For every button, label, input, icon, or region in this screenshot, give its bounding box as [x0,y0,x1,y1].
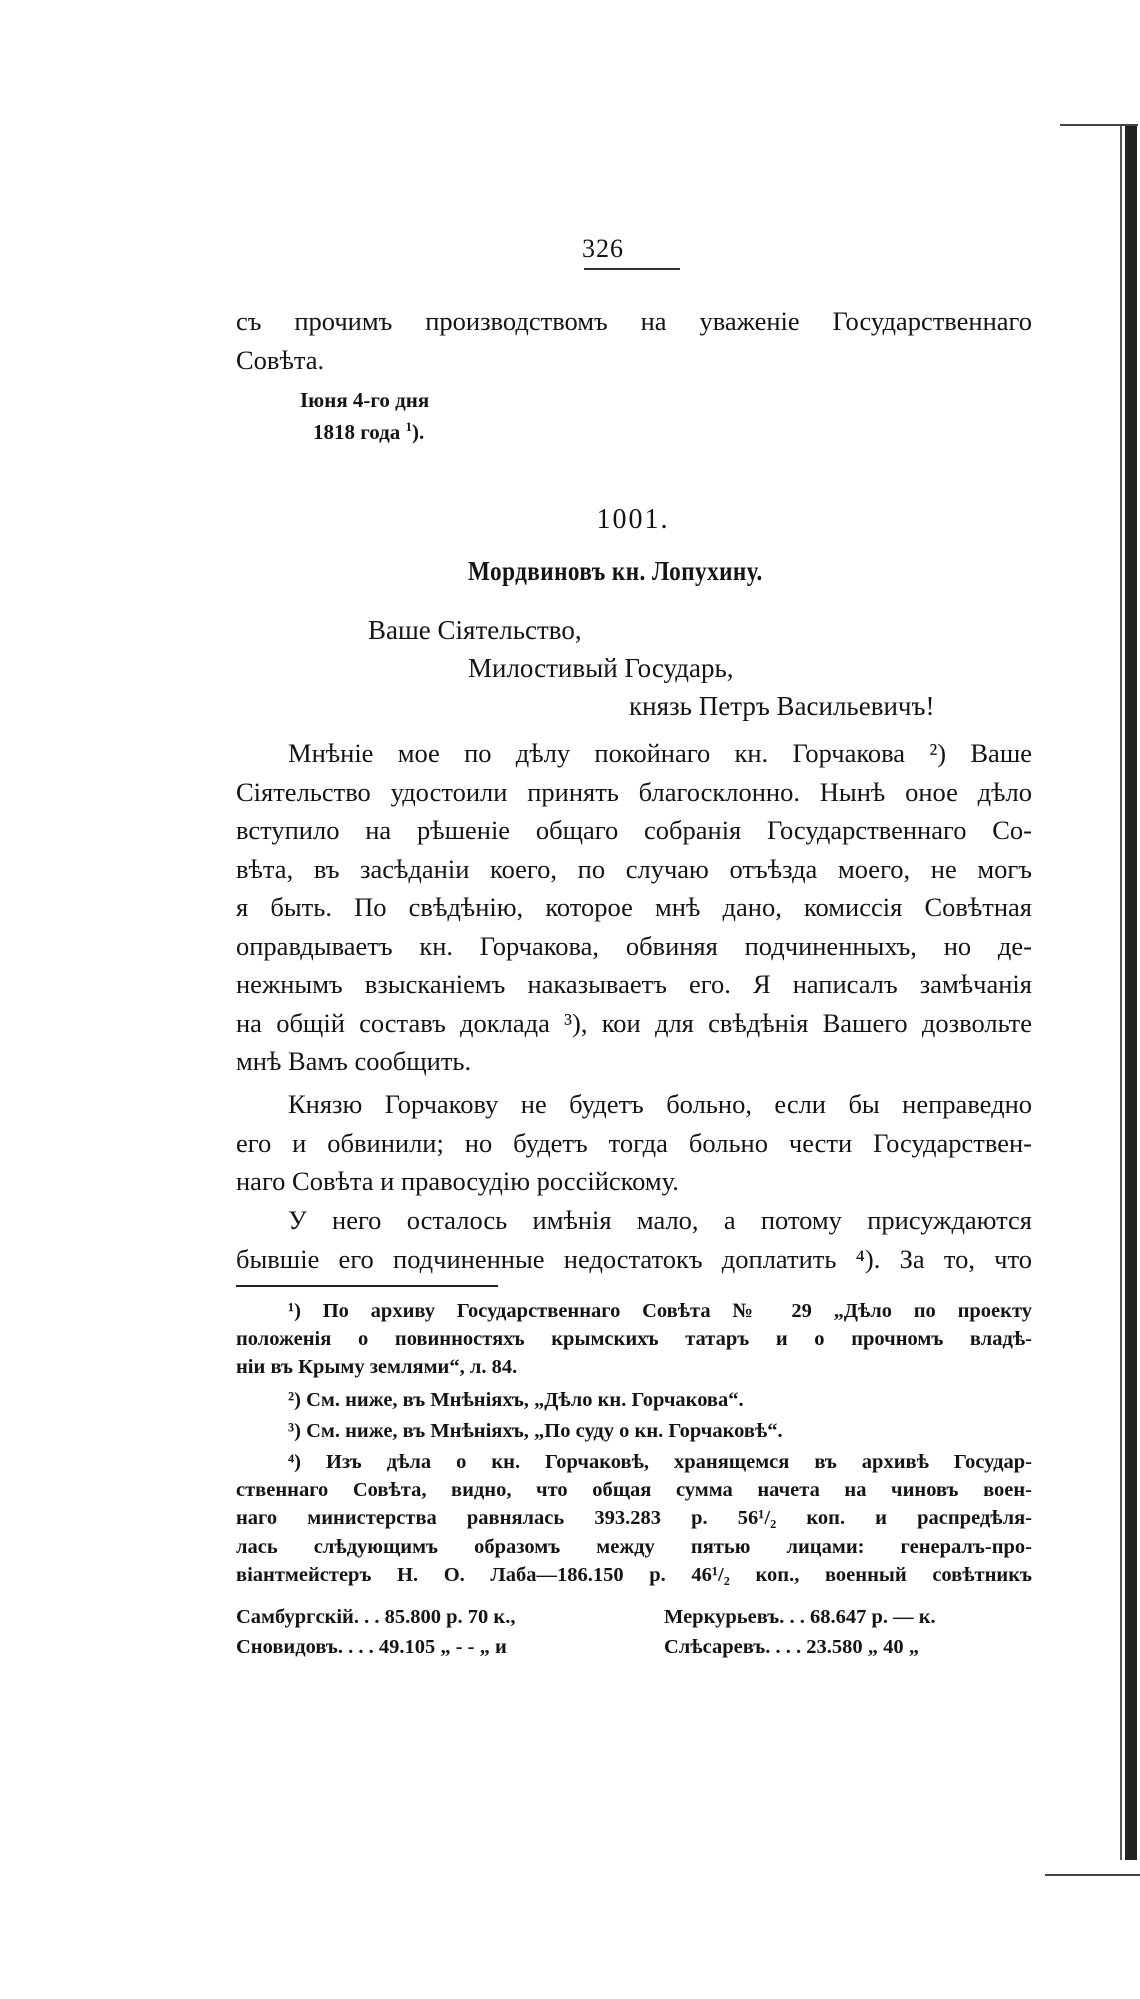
footnote-line: ственнаго Совѣта, видно, что общая сумма начета на чиновъ воен- [236,1479,1032,1502]
table-cell: Меркурьевъ. . . 68.647 р. — к. [664,1606,936,1628]
text-line: У него осталось имѣнія мало, а потому присуждаются [288,1205,1032,1235]
footnote-line: ніи въ Крыму землями“, л. 84. [236,1356,518,1379]
table-cell: Самбургскій. . . 85.800 р. 70 к., [236,1606,516,1628]
footnote-ref: 1 [405,419,413,434]
text-line: нежнымъ взысканіемъ наказываетъ его. Я написалъ замѣчанія [236,969,1032,999]
text-line: Сіятельство удостоили принять благосклонно. Нынѣ оное дѣло [236,776,1032,807]
text-line: его и обвинили; но будетъ тогда больно чести Государствен- [236,1127,1032,1158]
footnote-3 [236,1417,1032,1445]
footnote-line: наго министерства равнялась 393.283 р. 56¹/₂ коп. и распредѣля- [236,1507,1032,1530]
intro-paragraph [236,302,1032,379]
text-line: на общій составъ доклада ³), кои для свѣдѣнія Вашего дозвольте [236,1007,1032,1038]
footnote-line: ¹) По архиву Государственнаго Совѣта № 29 „Дѣло по проекту [288,1300,1032,1322]
intro-line: Совѣта. [236,344,325,375]
footnote-line: ³) См. ниже, въ Мнѣніяхъ, „По суду о кн. Горчаковѣ“. [288,1420,783,1442]
scan-edge-tick-bottom [1045,1874,1140,1876]
footnote-2 [236,1386,1032,1414]
date-year: 1818 года [313,420,401,444]
footnote-line: ⁴) Изъ дѣла о кн. Горчаковѣ, хранящемся въ архивѣ Государ- [288,1451,1032,1473]
intro-line: съ прочимъ производствомъ на уваженіе Государственнаго [236,306,1032,336]
footnote-line: лась слѣдующимъ образомъ между пятью лицами: генералъ-про- [236,1535,1032,1558]
footnote-rule [236,1285,498,1287]
text-line: я быть. По свѣдѣнію, которое мнѣ дано, комиссія Совѣтная [236,892,1032,922]
salutation-line-1: Ваше Сіятельство, [368,615,582,645]
page-edge-line [1120,125,1122,1860]
scan-edge-shadow [1125,125,1137,1860]
text-line: наго Совѣта и правосудію россійскому. [236,1166,679,1196]
text-line: оправдываетъ кн. Горчакова, обвиняя подчиненныхъ, но де- [236,930,1032,961]
table-cell: Слѣсаревъ. . . . 23.580 „ 40 „ [664,1636,919,1658]
document-number: 1001. [596,504,670,535]
text-line: Мнѣніе мое по дѣлу покойнаго кн. Горчакова ²) Ваше [288,738,1032,768]
footnote-line: положенія о повинностяхъ крымскихъ татаръ и о прочномъ владѣ- [236,1328,1032,1351]
date-line-2 [313,420,424,445]
paragraph-3 [236,1201,1032,1278]
page-number: 326 [582,234,624,263]
footnote-4 [236,1448,1032,1589]
table-cell: Сновидовъ. . . . 49.105 „ - - „ и [236,1636,507,1658]
footnote-line: ²) См. ниже, въ Мнѣніяхъ, „Дѣло кн. Горчакова“. [288,1389,744,1411]
salutation-line-2: Милостивый Государь, [468,653,734,683]
salutation-line-3: князь Петръ Васильевичъ! [629,691,935,721]
date-close: ). [412,420,425,444]
date-line-1: Іюня 4-го дня [300,388,430,412]
paragraph-1 [236,734,1032,1081]
document-title: Мордвиновъ кн. Лопухину. [468,556,763,586]
text-line: бывшіе его подчиненные недостатокъ доплатить ⁴). За то, что [236,1243,1032,1274]
page-number-rule [584,268,680,270]
footnote-1 [236,1297,1032,1382]
text-line: вѣта, въ засѣданіи коего, по случаю отъѣзда моего, не могъ [236,853,1032,884]
paragraph-2 [236,1085,1032,1201]
text-line: Князю Горчакову не будетъ больно, если бы неправедно [288,1089,1032,1119]
footnote-line: віантмейстеръ Н. О. Лаба—186.150 р. 46¹/₂ коп., военный совѣтникъ [236,1563,1032,1586]
scan-edge-tick-top [1060,124,1138,126]
text-line: мнѣ Вамъ сообщить. [236,1046,472,1076]
text-line: вступило на рѣшеніе общаго собранія Государственнаго Со- [236,815,1032,845]
